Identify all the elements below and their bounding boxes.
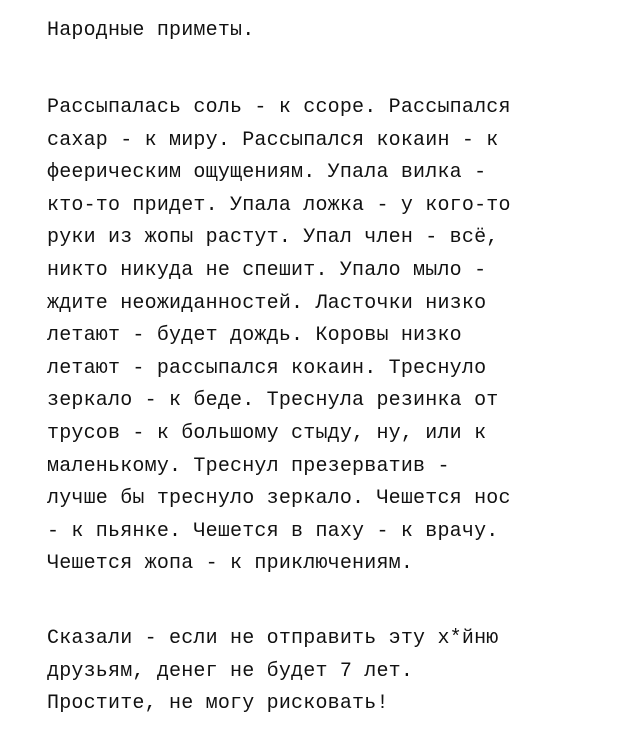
text-line: трусов - к большому стыду, ну, или к	[47, 421, 487, 445]
text-line: летают - будет дождь. Коровы низко	[47, 324, 462, 348]
text-line: кто-то придет. Упала ложка - у кого-то	[47, 193, 511, 217]
text-line: - к пьянке. Чешется в паху - к врачу.	[47, 519, 499, 543]
text-line: Чешется жопа - к приключениям.	[47, 552, 414, 576]
text-line: никто никуда не спешит. Упало мыло -	[47, 258, 487, 282]
text-line: феерическим ощущениям. Упала вилка -	[47, 161, 487, 185]
text-line: сахар - к миру. Рассыпался кокаин - к	[47, 128, 499, 152]
document-title: Народные приметы.	[47, 19, 255, 42]
text-line: Рассыпалась соль - к ссоре. Рассыпался	[47, 96, 511, 119]
text-line: зеркало - к беде. Треснула резинка от	[47, 389, 499, 413]
text-line: Сказали - если не отправить эту х*йню	[47, 626, 499, 650]
paragraph-closing	[47, 623, 620, 721]
text-line: маленькому. Треснул презерватив -	[47, 454, 450, 478]
text-line: руки из жопы растут. Упал член - всё,	[47, 226, 499, 250]
text-line: лучше бы треснуло зеркало. Чешется нос	[47, 487, 511, 511]
text-line: Простите, не могу рисковать!	[47, 692, 389, 716]
text-line: друзьям, денег не будет 7 лет.	[47, 659, 414, 683]
text-line: летают - рассыпался кокаин. Треснуло	[47, 356, 487, 380]
paragraph-omens	[47, 92, 620, 581]
text-line: ждите неожиданностей. Ласточки низко	[47, 291, 487, 315]
